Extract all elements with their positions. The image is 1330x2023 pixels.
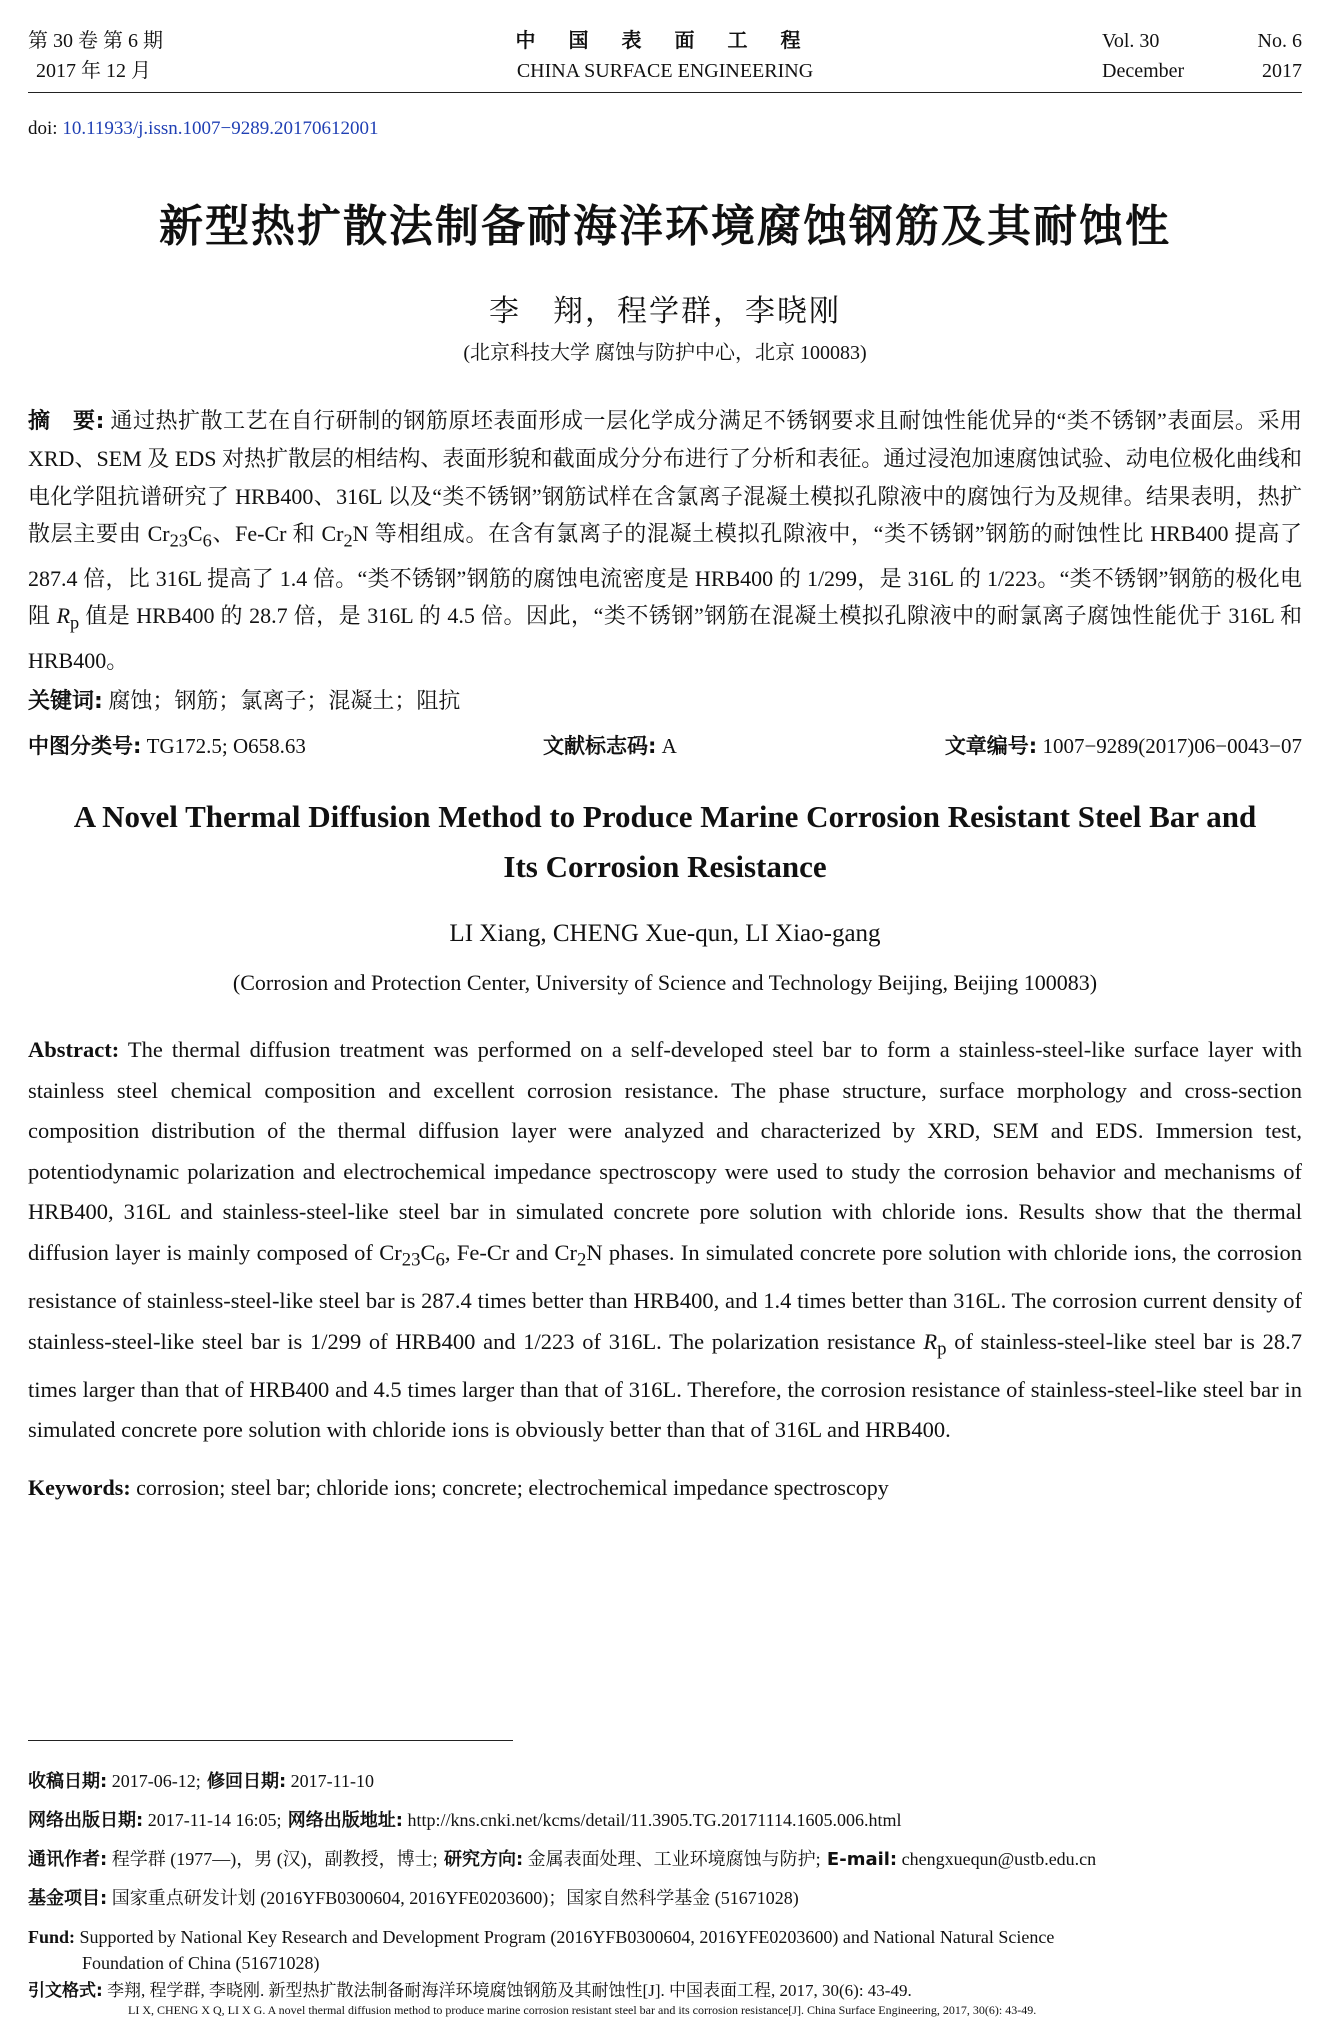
abstract-cn-text: 值是 HRB400 的 28.7 倍，是 316L 的 4.5 倍。因此，“类不锈钢”钢筋在混凝土模拟孔隙液中的耐氯离子腐蚀性能优于 316L 和 HRB400。: [28, 602, 1302, 673]
fund-en-value: Supported by National Key Research and Development Program (2016YFB0300604, 2016YFE0203600) and National Natural Science: [75, 1927, 1055, 1947]
fund-en-label: Fund:: [28, 1927, 76, 1947]
subscript: 2: [576, 1249, 587, 1271]
subscript: 23: [169, 530, 188, 551]
keywords-en: [28, 1475, 889, 1501]
art-label: 文章编号:: [944, 734, 1038, 758]
online-url-link[interactable]: http://kns.cnki.net/kcms/detail/11.3905.TG.20171114.1605.006.html: [403, 1810, 902, 1830]
keywords-cn-value: 腐蚀；钢筋；氯离子；混凝土；阻抗: [102, 688, 461, 713]
abstract-en-text: N phases. In simulated concrete pore solution with chloride ions, the corrosion resistance of stainless-steel-like steel bar is 287.4 times better than HRB400, and 1.4 times better than 316L. The corrosion current density of stainless-steel-like steel bar is 1/299 of HRB400 and 1/223 of 316L. The polarization resistance: [28, 1239, 1303, 1354]
abstract-cn-text: C: [187, 520, 203, 546]
abstract-en-text: of stainless-steel-like steel bar is 28.7 times larger than that of HRB400 and 4.5 times larger than that of 316L. Therefore, the corrosion resistance of stainless-steel-like steel bar in simulated concrete pore solution with chloride ions is obviously better than that of 316L and HRB400.: [28, 1328, 1302, 1443]
footnote-received: [28, 1768, 1302, 1795]
fund-cn-label: 基金项目:: [28, 1888, 108, 1909]
doi-link[interactable]: 10.11933/j.issn.1007−9289.20170612001: [62, 118, 379, 139]
rp-symbol: R: [56, 602, 71, 628]
article-number: [945, 730, 1302, 760]
abstract-en-text: C: [420, 1239, 436, 1265]
clc-label: 中图分类号:: [28, 734, 142, 758]
revised-label: 修回日期:: [200, 1771, 287, 1792]
keywords-cn-label: 关键词:: [28, 689, 103, 714]
fund-en-value-cont: Foundation of China (51671028): [82, 1953, 320, 1973]
corr-value: 程学群 (1977—)，男 (汉)，副教授，博士;: [107, 1849, 438, 1869]
issue-en: No. 6: [1257, 30, 1302, 52]
authors-en: LI Xiang, CHENG Xue-qun, LI Xiao-gang: [449, 920, 881, 947]
date-cn: 2017 年 12 月: [36, 60, 151, 82]
footnote-citation-en: LI X, CHENG X Q, LI X G. A novel thermal diffusion method to produce marine corrosion resistant steel bar and its corrosion resistance[J]. China Surface Engineering, 2017, 30(6): 43-49.: [128, 2003, 1037, 2017]
research-value: 金属表面处理、工业环境腐蚀与防护;: [523, 1849, 821, 1869]
abstract-cn-text: 、Fe-Cr 和 Cr: [211, 520, 344, 546]
year-en: 2017: [1262, 60, 1302, 82]
received-value: 2017-06-12;: [107, 1771, 201, 1791]
footnote-online: [28, 1807, 1302, 1834]
research-label: 研究方向:: [437, 1849, 524, 1870]
affiliation-en: (Corrosion and Protection Center, University of Science and Technology Beijing, Beijing 100083): [232, 970, 1098, 995]
running-header: [28, 26, 1302, 88]
abstract-cn-label: 摘 要:: [28, 409, 105, 434]
doc-value: A: [656, 734, 677, 758]
online-label: 网络出版日期:: [28, 1810, 144, 1831]
doi-label: doi:: [28, 118, 58, 139]
rp-symbol: R: [923, 1328, 938, 1354]
month-en: December: [1102, 60, 1185, 82]
volume-en: Vol. 30: [1102, 30, 1160, 52]
abstract-en-text: The thermal diffusion treatment was performed on a self-developed steel bar to form a stainless-steel-like surface layer with stainless steel chemical composition and excellent corrosion resistance. The phase structure, surface morphology and cross-section composition distribution of the thermal diffusion layer were analyzed and characterized by XRD, SEM and EDS. Immersion test, potentiodynamic polarization and electrochemical impedance spectroscopy were used to study the corrosion behavior and mechanisms of HRB400, 316L and stainless-steel-like steel bar in simulated concrete pore solution with chloride ions. Results show that the thermal diffusion layer is mainly composed of Cr: [28, 1037, 1302, 1265]
journal-name-cn: 中 国 表 面 工 程: [515, 30, 815, 52]
subscript: 6: [202, 530, 212, 551]
article-title-cn: 新型热扩散法制备耐海洋环境腐蚀钢筋及其耐蚀性: [159, 201, 1171, 252]
footnote-corresponding: [28, 1846, 1302, 1873]
art-value: 1007−9289(2017)06−0043−07: [1037, 734, 1302, 758]
subscript: 23: [401, 1249, 421, 1271]
abstract-en-text: , Fe-Cr and Cr: [444, 1239, 577, 1265]
doi-line: [28, 118, 378, 140]
cite-cn: 李翔, 程学群, 李晓刚. 新型热扩散法制备耐海洋环境腐蚀钢筋及其耐蚀性[J]. 中国表面工程, 2017, 30(6): 43-49.: [102, 1981, 912, 2000]
abstract-en: [28, 1030, 1302, 1451]
clc-number: [28, 730, 306, 760]
abstract-cn-text: 通过热扩散工艺在自行研制的钢筋原坯表面形成一层化学成分满足不锈钢要求且耐蚀性能优异的“类不锈钢”表面层。采用 XRD、SEM 及 EDS 对热扩散层的相结构、表面形貌和截面成分分布进行了分析和表征。通过浸泡加速腐蚀试验、动电位极化曲线和电化学阻抗谱研究了 HRB400、316L 以及“类不锈钢”钢筋试样在含氯离子混凝土模拟孔隙液中的腐蚀行为及规律。结果表明，热扩散层主要由 Cr: [28, 408, 1302, 546]
subscript: p: [937, 1338, 947, 1360]
header-divider: [28, 92, 1302, 93]
email-label: E-mail:: [820, 1849, 898, 1870]
footnote-fund-cn: [28, 1885, 1302, 1912]
revised-value: 2017-11-10: [286, 1771, 374, 1791]
authors-cn: 李 翔，程学群，李晓刚: [489, 295, 841, 328]
online-url-label: 网络出版地址:: [281, 1810, 403, 1831]
cite-label: 引文格式:: [28, 1981, 103, 2001]
clc-value: TG172.5; O658.63: [141, 734, 306, 758]
abstract-cn-text: N 等相组成。在含有氯离子的混凝土模拟孔隙液中，“类不锈钢”钢筋的耐蚀性比 HRB400 提高了 287.4 倍，比 316L 提高了 1.4 倍。“类不锈钢”钢筋的腐蚀电流密度是 HRB400 的 1/299，是 316L 的 1/223。“类不锈钢”钢筋的极化电阻: [28, 520, 1302, 628]
online-value: 2017-11-14 16:05;: [143, 1810, 282, 1830]
footnote-fund-en: [28, 1924, 1302, 1976]
fund-cn-value: 国家重点研发计划 (2016YFB0300604, 2016YFE0203600)；国家自然科学基金 (51671028): [107, 1888, 799, 1908]
keywords-en-label: Keywords:: [28, 1475, 131, 1500]
keywords-en-value: corrosion; steel bar; chloride ions; concrete; electrochemical impedance spectroscopy: [130, 1475, 889, 1500]
subscript: 6: [435, 1249, 445, 1271]
affiliation-cn: (北京科技大学 腐蚀与防护中心，北京 100083): [463, 342, 867, 364]
subscript: 2: [343, 530, 353, 551]
received-label: 收稿日期:: [28, 1771, 108, 1792]
doc-label: 文献标志码:: [543, 734, 657, 758]
footnote-citation: [28, 1980, 1302, 2002]
volume-issue-cn: 第 30 卷 第 6 期: [28, 30, 163, 52]
abstract-cn: [28, 402, 1302, 679]
classification-row: [28, 730, 1302, 762]
journal-name-en: CHINA SURFACE ENGINEERING: [516, 60, 814, 82]
header-right: [1102, 26, 1302, 86]
corr-label: 通讯作者:: [28, 1849, 108, 1870]
subscript: p: [70, 612, 80, 633]
abstract-en-label: Abstract:: [28, 1037, 120, 1062]
article-title-en: A Novel Thermal Diffusion Method to Produce Marine Corrosion Resistant Steel Bar and Its Corrosion Resistance: [73, 799, 1257, 884]
footnote-divider: [28, 1740, 513, 1741]
doc-code: [543, 730, 677, 760]
keywords-cn: [28, 684, 460, 715]
email-link[interactable]: chengxuequn@ustb.edu.cn: [897, 1849, 1097, 1869]
